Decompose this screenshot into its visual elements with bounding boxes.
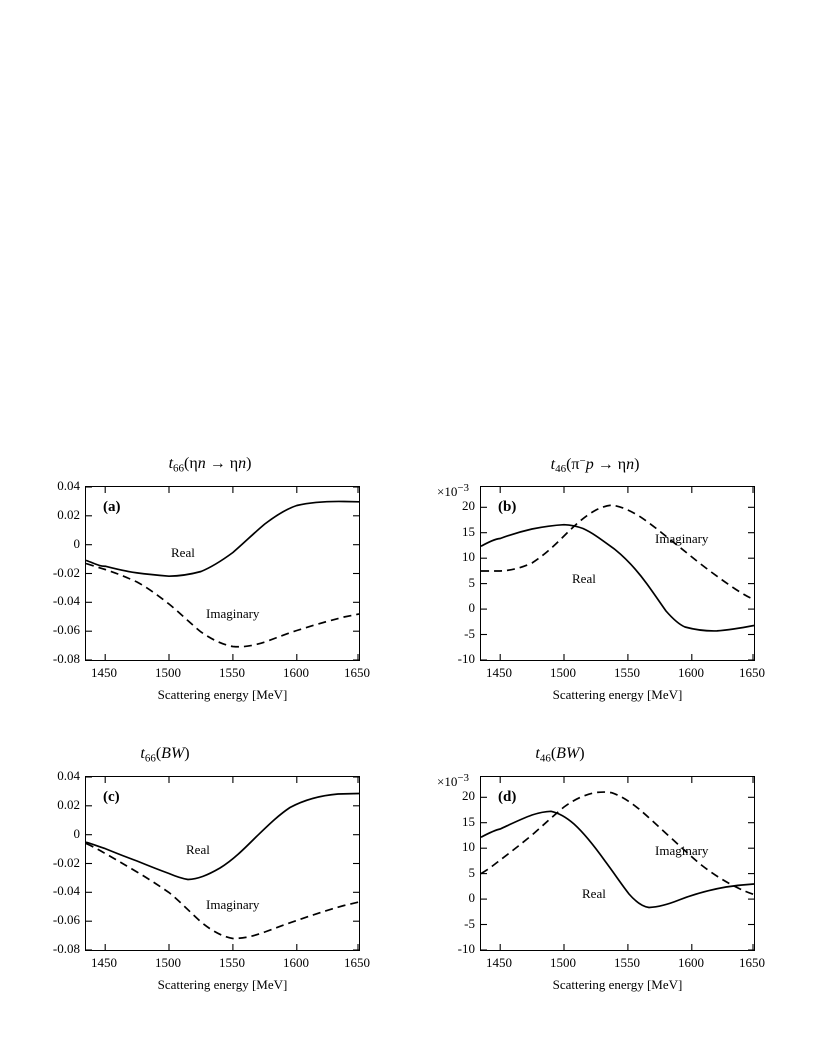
panel-d-real-curve xyxy=(481,811,754,907)
panel-a-real-label: Real xyxy=(171,545,195,560)
panel-b-curves xyxy=(481,487,754,660)
panel-d-title: $t_{46}(BW)$ xyxy=(535,745,585,765)
panel-d-letter: (d) xyxy=(498,789,517,805)
panel-b-imaginary-label: Imaginary xyxy=(655,531,709,546)
panel-d-xtick-3: 1600 xyxy=(678,955,704,970)
panel-a xyxy=(30,455,410,725)
panel-a-plot-area xyxy=(85,486,360,661)
panel-c xyxy=(30,745,410,1015)
panel-a-xtick-0: 1450 xyxy=(91,665,117,680)
panel-b-letter: (b) xyxy=(498,499,517,515)
panel-d-curves xyxy=(481,777,754,950)
panel-a-ytick-2: 0 xyxy=(73,536,80,551)
panel-c-ytick-6: -0.08 xyxy=(52,941,80,956)
panel-d-real-label: Real xyxy=(582,886,606,901)
panel-d-ytick-3: 5 xyxy=(468,865,475,880)
panel-b-ytick-0: 20 xyxy=(462,498,475,513)
panel-c-ytick-2: 0 xyxy=(73,826,80,841)
panel-a-imaginary-label: Imaginary xyxy=(206,606,260,621)
panel-c-imaginary-label: Imaginary xyxy=(206,897,260,912)
panel-a-ytick-3: -0.02 xyxy=(52,565,80,580)
panel-b-ytick-1: 15 xyxy=(462,524,475,539)
panel-d-xtick-0: 1450 xyxy=(486,955,512,970)
panel-d-ytick-0: 20 xyxy=(462,788,475,803)
panel-b-ytick-6: -10 xyxy=(457,651,475,666)
panel-c-ytick-3: -0.02 xyxy=(52,855,80,870)
panel-a-ytick-6: -0.08 xyxy=(52,651,80,666)
panel-d-ytick-5: -5 xyxy=(464,916,475,931)
panel-b-title: $t_{46}(\pi^-p \to \eta n)$ xyxy=(550,455,640,476)
panel-b-xtick-4: 1650 xyxy=(739,665,765,680)
panel-c-xtick-1: 1500 xyxy=(155,955,181,970)
panel-a-ytick-5: -0.06 xyxy=(52,622,80,637)
panel-b-ytick-3: 5 xyxy=(468,575,475,590)
panel-b-xtick-0: 1450 xyxy=(486,665,512,680)
panel-d xyxy=(425,745,805,1015)
panel-c-ytick-1: 0.02 xyxy=(57,797,80,812)
panel-c-plot-area xyxy=(85,776,360,951)
panel-c-ytick-4: -0.04 xyxy=(52,883,80,898)
panel-c-real-curve xyxy=(86,794,359,880)
panel-a-xtick-3: 1600 xyxy=(283,665,309,680)
panel-b-ytick-4: 0 xyxy=(468,600,475,615)
panel-c-ytick-0: 0.04 xyxy=(57,768,80,783)
panel-b-plot-area xyxy=(480,486,755,661)
panel-b-xlabel: Scattering energy [MeV] xyxy=(552,687,683,702)
panel-b-xtick-3: 1600 xyxy=(678,665,704,680)
panel-b-xtick-1: 1500 xyxy=(550,665,576,680)
panel-d-ytick-6: -10 xyxy=(457,941,475,956)
panel-c-curves xyxy=(86,777,359,950)
panel-a-xtick-4: 1650 xyxy=(344,665,370,680)
panel-d-xtick-2: 1550 xyxy=(614,955,640,970)
panel-d-xlabel: Scattering energy [MeV] xyxy=(552,977,683,992)
panel-a-xlabel: Scattering energy [MeV] xyxy=(157,687,288,702)
panel-b-y-exponent: $\times 10^{-3}$ xyxy=(437,482,470,499)
panel-c-xtick-3: 1600 xyxy=(283,955,309,970)
panel-b-real-curve xyxy=(481,525,754,631)
panel-d-ytick-4: 0 xyxy=(468,890,475,905)
panel-c-ytick-5: -0.06 xyxy=(52,912,80,927)
panel-b-real-label: Real xyxy=(572,571,596,586)
panel-c-real-label: Real xyxy=(186,842,210,857)
panel-d-xtick-1: 1500 xyxy=(550,955,576,970)
panel-c-letter: (c) xyxy=(103,789,120,805)
panel-c-xtick-2: 1550 xyxy=(219,955,245,970)
panel-a-real-curve xyxy=(86,501,359,576)
panel-b-ytick-5: -5 xyxy=(464,626,475,641)
panel-d-plot-area xyxy=(480,776,755,951)
panel-d-ytick-2: 10 xyxy=(462,839,475,854)
panel-d-y-exponent: $\times 10^{-3}$ xyxy=(437,772,470,789)
panel-a-ytick-1: 0.02 xyxy=(57,507,80,522)
panel-d-xtick-4: 1650 xyxy=(739,955,765,970)
panel-a-xtick-1: 1500 xyxy=(155,665,181,680)
panel-b-ytick-2: 10 xyxy=(462,549,475,564)
panel-a-ytick-4: -0.04 xyxy=(52,593,80,608)
panel-a-ytick-0: 0.04 xyxy=(57,478,80,493)
panel-a-curves xyxy=(86,487,359,660)
panel-d-ytick-1: 15 xyxy=(462,814,475,829)
panel-a-letter: (a) xyxy=(103,499,121,515)
panel-d-imaginary-label: Imaginary xyxy=(655,843,709,858)
panel-c-xtick-4: 1650 xyxy=(344,955,370,970)
panel-c-title: $t_{66}(BW)$ xyxy=(140,745,190,765)
panel-c-xtick-0: 1450 xyxy=(91,955,117,970)
panel-b xyxy=(425,455,805,725)
panel-a-title: $t_{66}(\eta n \to \eta n)$ xyxy=(168,455,252,475)
panel-b-xtick-2: 1550 xyxy=(614,665,640,680)
panel-a-xtick-2: 1550 xyxy=(219,665,245,680)
panel-c-xlabel: Scattering energy [MeV] xyxy=(157,977,288,992)
